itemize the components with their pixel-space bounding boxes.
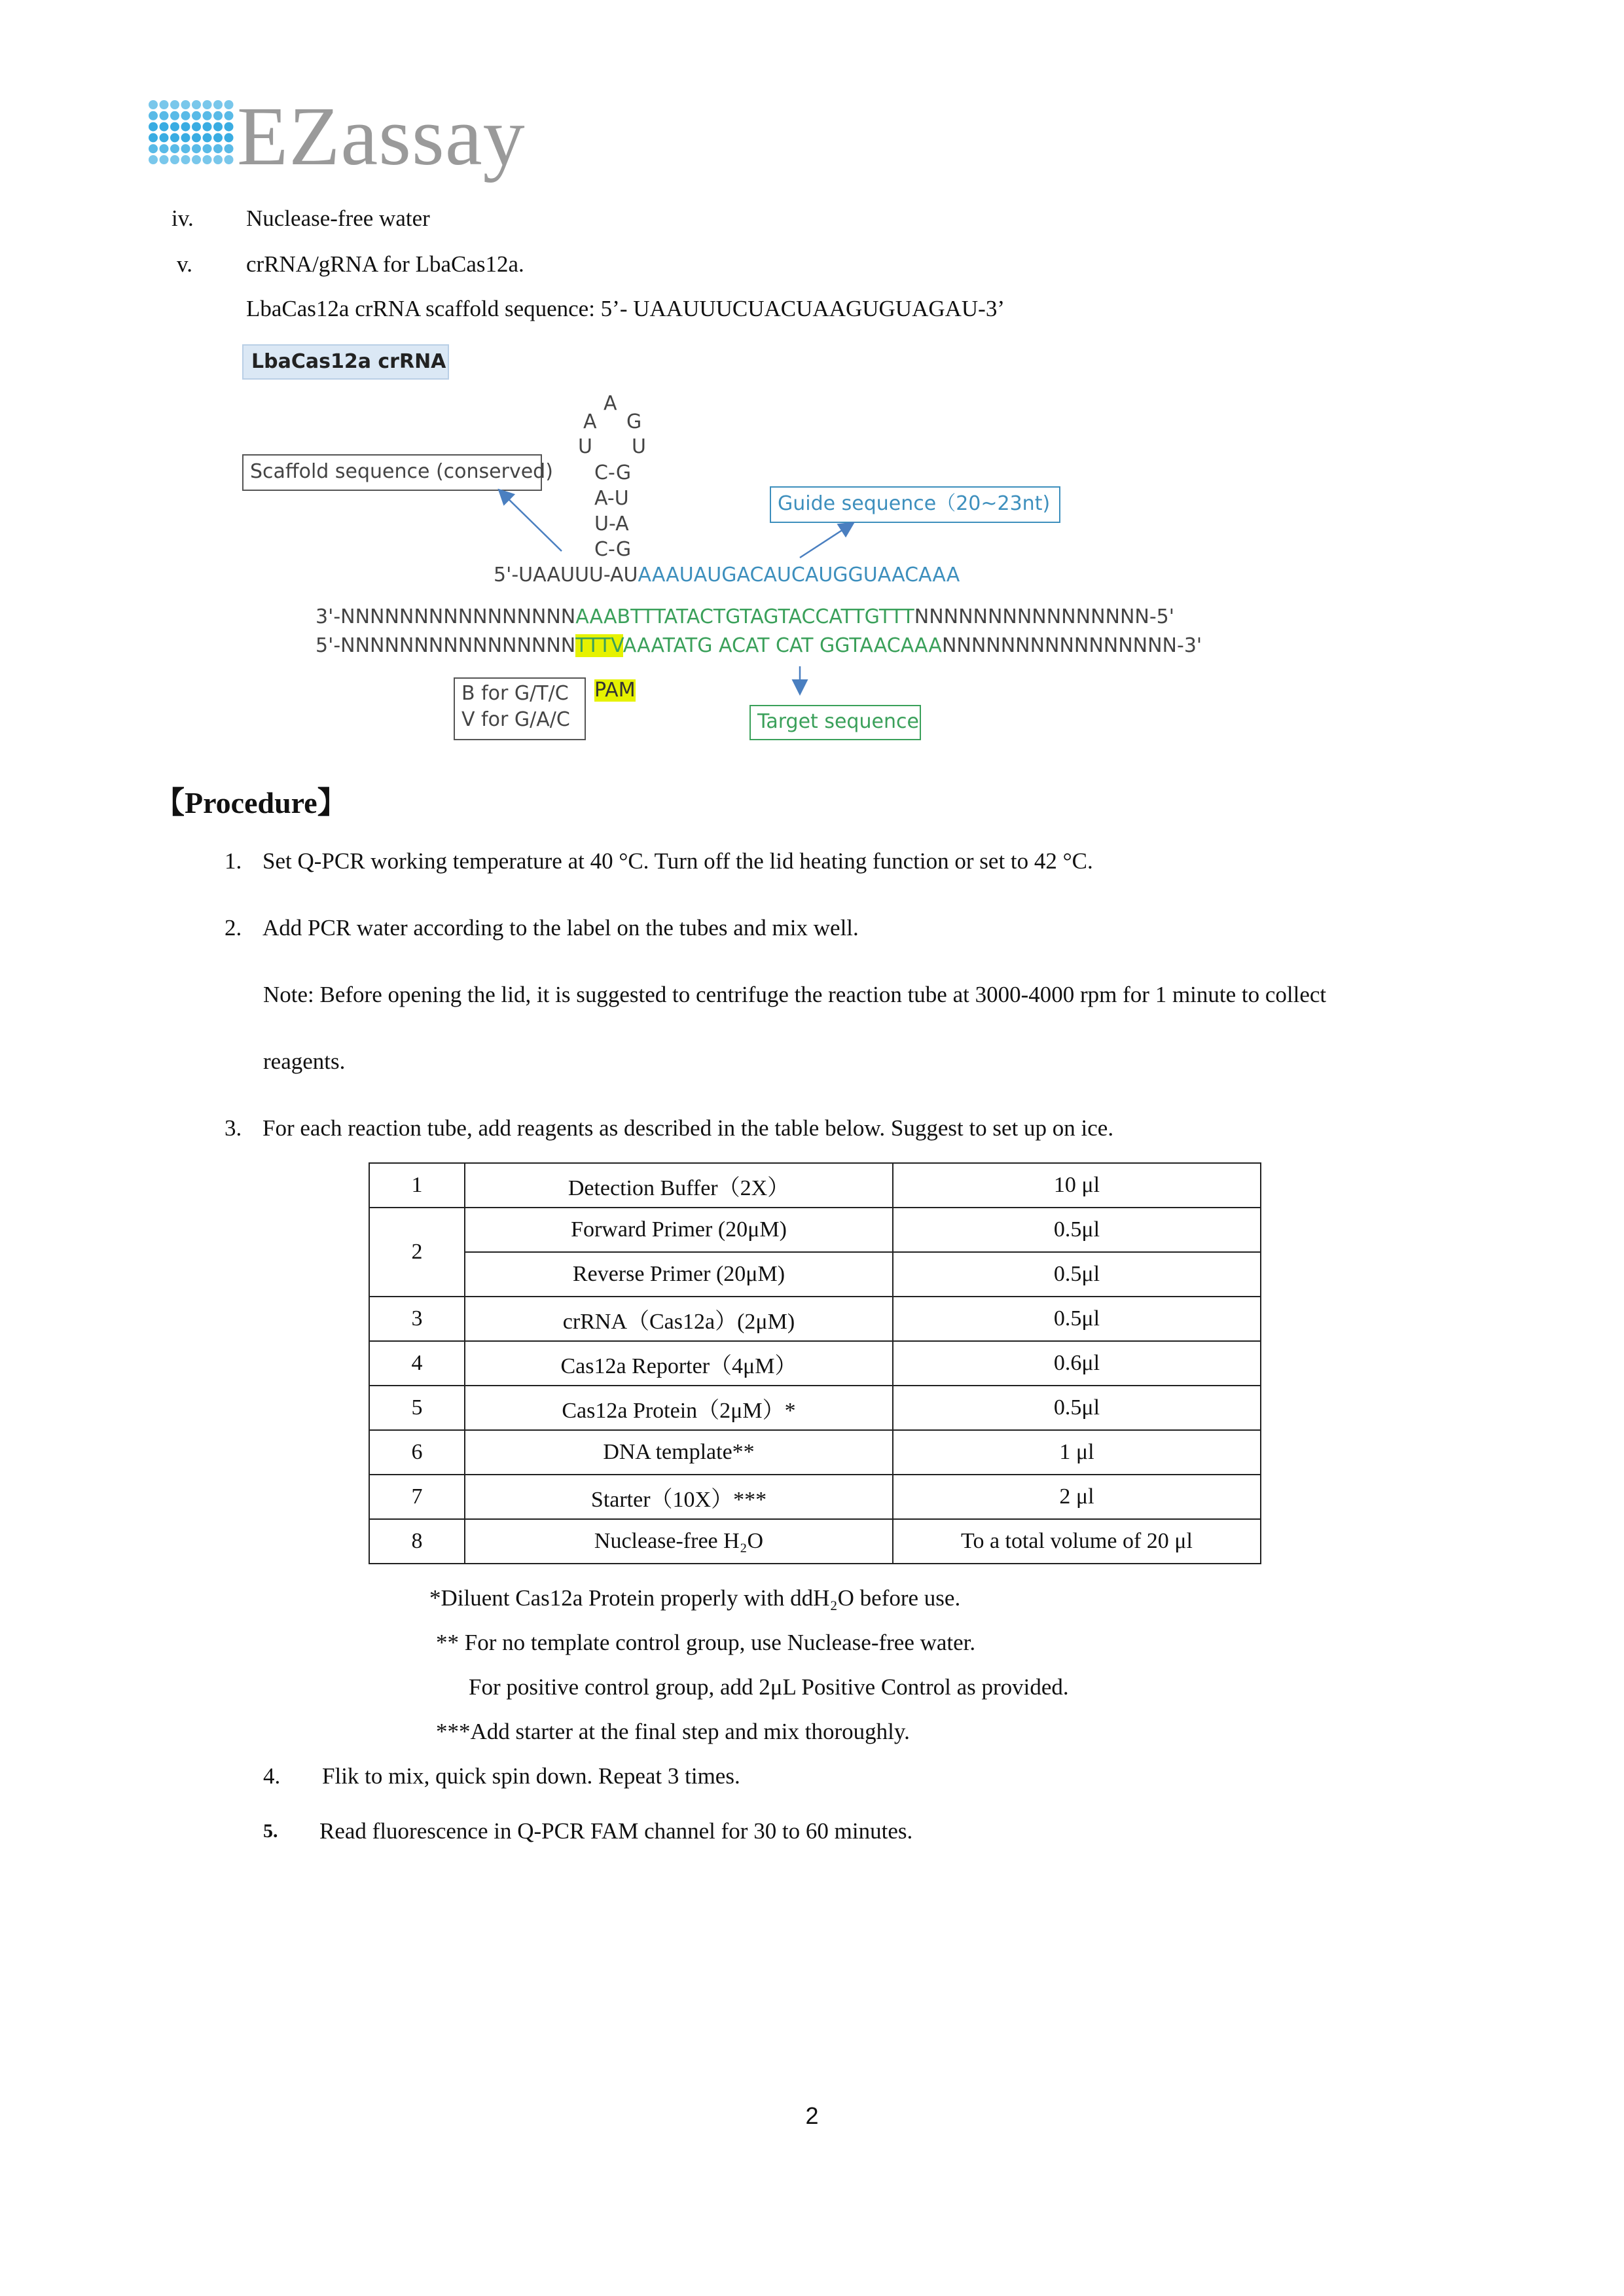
step-number: 5. <box>263 1820 278 1842</box>
loop-top: A <box>604 392 617 415</box>
crrna-guide-part: AAAUAUGACAUCAUGGUAACAAA <box>638 564 960 586</box>
stem-pair: C-G <box>594 461 632 484</box>
reagent-name: Nuclease-free H₂O <box>465 1519 893 1564</box>
scaffold-arrow <box>500 491 562 551</box>
footnote-positive-control: For positive control group, add 2μL Positive Control as provided. <box>469 1674 1069 1700</box>
stem-pair: C-G <box>594 538 632 561</box>
step-number: 1. <box>225 848 242 874</box>
loop-right2: U <box>632 435 646 458</box>
row-number: 5 <box>369 1386 465 1430</box>
footnote-ntc: ** For no template control group, use Nuclease-free water. <box>436 1630 976 1655</box>
loop-left: A <box>583 410 597 433</box>
materials-item-v: crRNA/gRNA for LbaCas12a. <box>246 251 524 277</box>
row-number: 2 <box>369 1208 465 1297</box>
table-row <box>369 1430 1261 1475</box>
scaffold-sequence-line: LbaCas12a crRNA scaffold sequence: 5’- UAAUUUCUACUAAGUGUAGAU-3’ <box>246 296 1005 321</box>
procedure-note: Note: Before opening the lid, it is suggested to centrifuge the reaction tube at 3000-4000 rpm for 1 minute to collect <box>263 982 1327 1007</box>
reagent-table <box>369 1162 1261 1564</box>
reagent-name: crRNA（Cas12a）(2μM) <box>465 1297 893 1341</box>
reagent-volume: 1 μl <box>893 1430 1261 1475</box>
step-text: For each reaction tube, add reagents as described in the table below. Suggest to set up on ice. <box>262 1115 1114 1141</box>
scaffold-label: Scaffold sequence (conserved) <box>250 460 553 483</box>
pam-label: PAM <box>594 679 636 702</box>
target-label: Target sequence <box>757 710 919 733</box>
guide-arrow <box>800 524 852 558</box>
reagent-name: Cas12a Protein（2μM）* <box>465 1386 893 1430</box>
reagent-name: Detection Buffer（2X） <box>465 1163 893 1208</box>
table-row <box>369 1519 1261 1564</box>
loop-left2: U <box>578 435 592 458</box>
dna-flank: NNNNNNNNNNNNNNNN-3' <box>941 634 1202 657</box>
footnote-protein: *Diluent Cas12a Protein properly with ddH₂O before use. <box>429 1585 961 1611</box>
dna-flank: 5'-NNNNNNNNNNNNNNNN <box>316 634 576 657</box>
footnote-starter: ***Add starter at the final step and mix thoroughly. <box>436 1719 910 1744</box>
materials-marker-v: v. <box>177 251 192 277</box>
dna-flank: 3'-NNNNNNNNNNNNNNNN <box>316 605 576 628</box>
guide-label: Guide sequence（20~23nt) <box>778 492 1051 515</box>
row-number: 1 <box>369 1163 465 1208</box>
diagram-title: LbaCas12a crRNA <box>251 350 446 373</box>
reagent-name: Reverse Primer (20μM) <box>465 1252 893 1297</box>
row-number: 8 <box>369 1519 465 1564</box>
page-number: 2 <box>805 2102 819 2129</box>
step-number: 3. <box>225 1115 242 1141</box>
table-row <box>369 1208 1261 1252</box>
reagent-name: Cas12a Reporter（4μM） <box>465 1341 893 1386</box>
procedure-heading: 【Procedure】 <box>154 786 348 819</box>
reagent-volume: To a total volume of 20 μl <box>893 1519 1261 1564</box>
materials-item-iv: Nuclease-free water <box>246 206 430 231</box>
step-number: 4. <box>263 1763 281 1789</box>
reagent-volume: 0.5μl <box>893 1297 1261 1341</box>
diagram-arrows <box>0 0 1624 785</box>
loop-right: G <box>626 410 642 433</box>
dna-pam: TTTV <box>575 634 623 657</box>
step-text: Flik to mix, quick spin down. Repeat 3 times. <box>322 1763 740 1789</box>
reagent-name: Forward Primer (20μM) <box>465 1208 893 1252</box>
row-number: 7 <box>369 1475 465 1519</box>
logo-wordmark: EZassay <box>237 90 526 183</box>
table-row <box>369 1475 1261 1519</box>
dna-target-complement: TTTATACTGTAGTACCATTGTTT <box>630 605 914 628</box>
table-row <box>369 1386 1261 1430</box>
reagent-volume: 0.5μl <box>893 1208 1261 1252</box>
materials-marker-iv: iv. <box>171 206 194 231</box>
reagent-volume: 10 μl <box>893 1163 1261 1208</box>
row-number: 4 <box>369 1341 465 1386</box>
reagent-volume: 0.5μl <box>893 1386 1261 1430</box>
table-row <box>369 1163 1261 1208</box>
step-text: Add PCR water according to the label on the tubes and mix well. <box>262 915 859 941</box>
step-text: Set Q-PCR working temperature at 40 °C. Turn off the lid heating function or set to 42 °C. <box>262 848 1093 874</box>
table-row <box>369 1297 1261 1341</box>
procedure-note-cont: reagents. <box>263 1049 346 1074</box>
code-v: V for G/A/C <box>461 708 570 731</box>
row-number: 6 <box>369 1430 465 1475</box>
code-b: B for G/T/C <box>461 682 569 705</box>
stem-pair: A-U <box>594 487 629 510</box>
dna-target: AAATATG ACAT CAT GGTAACAAA <box>623 634 942 657</box>
crrna-scaffold-part: 5'-UAAUUU-AU <box>494 564 638 586</box>
reagent-volume: 2 μl <box>893 1475 1261 1519</box>
step-text: Read fluorescence in Q-PCR FAM channel for 30 to 60 minutes. <box>319 1818 913 1844</box>
dna-pam-complement: AAAB <box>575 605 631 628</box>
reagent-name: DNA template** <box>465 1430 893 1475</box>
reagent-volume: 0.6μl <box>893 1341 1261 1386</box>
row-number: 3 <box>369 1297 465 1341</box>
reagent-volume: 0.5μl <box>893 1252 1261 1297</box>
dna-flank: NNNNNNNNNNNNNNNN-5' <box>914 605 1174 628</box>
stem-pair: U-A <box>594 512 629 535</box>
step-number: 2. <box>225 915 242 941</box>
table-row <box>369 1341 1261 1386</box>
reagent-name: Starter（10X）*** <box>465 1475 893 1519</box>
table-row <box>369 1252 1261 1297</box>
